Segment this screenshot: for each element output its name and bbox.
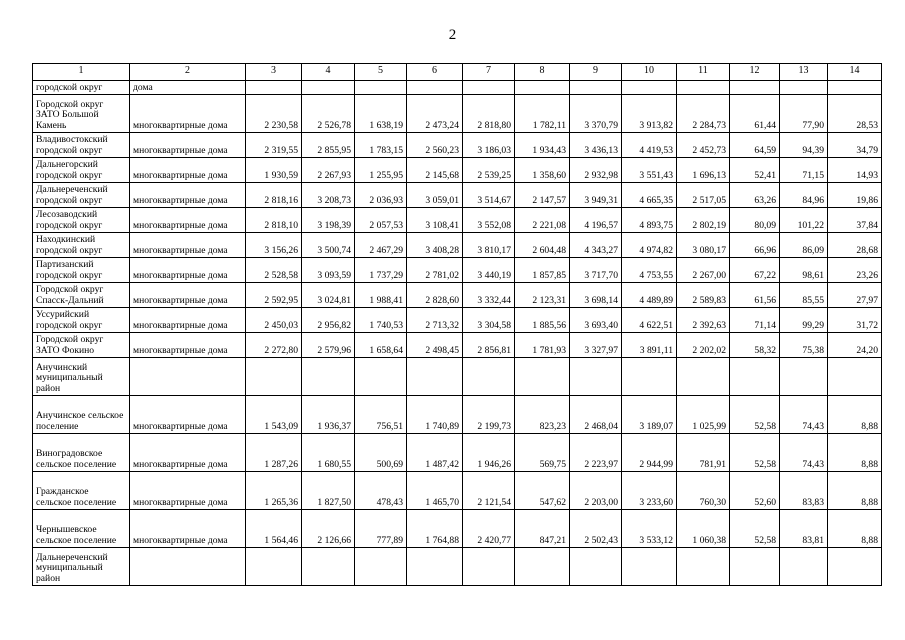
value-cell-col-7: 2 539,25 (463, 158, 515, 183)
value-cell-col-6: 1 465,70 (407, 472, 463, 510)
value-cell-col-5: 777,89 (355, 510, 407, 548)
value-cell-col-9: 2 468,04 (570, 396, 622, 434)
value-cell-col-6: 2 713,32 (407, 308, 463, 333)
value-cell-col-3: 1 265,36 (246, 472, 302, 510)
value-cell-col-12: 64,59 (730, 133, 780, 158)
value-cell-col-3: 3 156,26 (246, 233, 302, 258)
municipality-name: Владивостокский городской округ (33, 133, 130, 158)
housing-type: многоквартирные дома (130, 133, 246, 158)
value-cell-col-5: 1 255,95 (355, 158, 407, 183)
value-cell-col-12: 58,32 (730, 333, 780, 358)
value-cell-col-8 (515, 81, 570, 95)
value-cell-col-14 (828, 358, 882, 396)
value-cell-col-14 (828, 81, 882, 95)
table-row (33, 396, 882, 434)
value-cell-col-6: 2 560,23 (407, 133, 463, 158)
column-number-11: 11 (677, 64, 730, 81)
municipality-name: Анучинское сельское поселение (33, 396, 130, 434)
value-cell-col-11 (677, 358, 730, 396)
value-cell-col-14: 14,93 (828, 158, 882, 183)
value-cell-col-5: 1 658,64 (355, 333, 407, 358)
value-cell-col-3 (246, 548, 302, 586)
value-cell-col-10: 3 551,43 (622, 158, 677, 183)
value-cell-col-3: 2 319,55 (246, 133, 302, 158)
value-cell-col-8: 1 885,56 (515, 308, 570, 333)
value-cell-col-9: 2 223,97 (570, 434, 622, 472)
value-cell-col-6 (407, 548, 463, 586)
value-cell-col-8: 1 358,60 (515, 158, 570, 183)
value-cell-col-4: 1 680,55 (302, 434, 355, 472)
value-cell-col-7: 3 186,03 (463, 133, 515, 158)
value-cell-col-10: 4 622,51 (622, 308, 677, 333)
value-cell-col-9: 3 949,31 (570, 183, 622, 208)
value-cell-col-4: 2 267,93 (302, 158, 355, 183)
table-row (33, 95, 882, 133)
table-row (33, 308, 882, 333)
municipality-name: Уссурийский городской округ (33, 308, 130, 333)
value-cell-col-6: 2 828,60 (407, 283, 463, 308)
value-cell-col-12: 80,09 (730, 208, 780, 233)
value-cell-col-4: 3 024,81 (302, 283, 355, 308)
value-cell-col-5: 1 740,53 (355, 308, 407, 333)
value-cell-col-6: 2 145,68 (407, 158, 463, 183)
value-cell-col-10: 3 913,82 (622, 95, 677, 133)
value-cell-col-11: 2 267,00 (677, 258, 730, 283)
value-cell-col-11: 2 284,73 (677, 95, 730, 133)
housing-type (130, 548, 246, 586)
value-cell-col-10: 3 533,12 (622, 510, 677, 548)
value-cell-col-9: 2 203,00 (570, 472, 622, 510)
value-cell-col-10 (622, 81, 677, 95)
value-cell-col-5: 1 737,29 (355, 258, 407, 283)
value-cell-col-6: 1 764,88 (407, 510, 463, 548)
value-cell-col-8: 1 934,43 (515, 133, 570, 158)
value-cell-col-14: 37,84 (828, 208, 882, 233)
table-row (33, 283, 882, 308)
value-cell-col-5: 1 783,15 (355, 133, 407, 158)
municipality-name: Дальнереченский муниципальный район (33, 548, 130, 586)
value-cell-col-4: 2 126,66 (302, 510, 355, 548)
table-row (33, 358, 882, 396)
value-cell-col-7 (463, 548, 515, 586)
value-cell-col-3: 2 230,58 (246, 95, 302, 133)
value-cell-col-6: 3 408,28 (407, 233, 463, 258)
value-cell-col-13: 74,43 (780, 396, 828, 434)
value-cell-col-10: 4 665,35 (622, 183, 677, 208)
value-cell-col-12: 61,44 (730, 95, 780, 133)
value-cell-col-14: 24,20 (828, 333, 882, 358)
value-cell-col-5 (355, 81, 407, 95)
value-cell-col-9: 3 693,40 (570, 308, 622, 333)
value-cell-col-12: 71,14 (730, 308, 780, 333)
value-cell-col-6: 2 781,02 (407, 258, 463, 283)
value-cell-col-13: 74,43 (780, 434, 828, 472)
municipality-name: Чернышевское сельское поселение (33, 510, 130, 548)
value-cell-col-7: 2 199,73 (463, 396, 515, 434)
value-cell-col-6: 2 498,45 (407, 333, 463, 358)
value-cell-col-13 (780, 358, 828, 396)
value-cell-col-3 (246, 81, 302, 95)
column-number-1: 1 (33, 64, 130, 81)
value-cell-col-13: 83,81 (780, 510, 828, 548)
value-cell-col-4: 2 579,96 (302, 333, 355, 358)
housing-type: дома (130, 81, 246, 95)
value-cell-col-8: 2 147,57 (515, 183, 570, 208)
value-cell-col-9 (570, 548, 622, 586)
value-cell-col-14: 23,26 (828, 258, 882, 283)
value-cell-col-12: 52,58 (730, 434, 780, 472)
housing-type (130, 358, 246, 396)
value-cell-col-12: 63,26 (730, 183, 780, 208)
table-row (33, 158, 882, 183)
value-cell-col-9: 2 932,98 (570, 158, 622, 183)
value-cell-col-7: 2 420,77 (463, 510, 515, 548)
value-cell-col-11: 1 025,99 (677, 396, 730, 434)
value-cell-col-14: 31,72 (828, 308, 882, 333)
value-cell-col-9: 4 343,27 (570, 233, 622, 258)
value-cell-col-10: 4 974,82 (622, 233, 677, 258)
value-cell-col-6 (407, 358, 463, 396)
value-cell-col-6: 1 740,89 (407, 396, 463, 434)
municipality-name: Дальнегорский городской округ (33, 158, 130, 183)
value-cell-col-5: 500,69 (355, 434, 407, 472)
value-cell-col-8: 1 781,93 (515, 333, 570, 358)
value-cell-col-5: 2 467,29 (355, 233, 407, 258)
value-cell-col-12: 52,58 (730, 396, 780, 434)
column-number-2: 2 (130, 64, 246, 81)
value-cell-col-10: 4 419,53 (622, 133, 677, 158)
value-cell-col-7: 2 121,54 (463, 472, 515, 510)
value-cell-col-12: 52,58 (730, 510, 780, 548)
value-cell-col-12 (730, 548, 780, 586)
housing-type: многоквартирные дома (130, 434, 246, 472)
value-cell-col-8: 547,62 (515, 472, 570, 510)
table-row (33, 81, 882, 95)
housing-type: многоквартирные дома (130, 308, 246, 333)
value-cell-col-4: 3 500,74 (302, 233, 355, 258)
value-cell-col-11: 781,91 (677, 434, 730, 472)
value-cell-col-8: 2 221,08 (515, 208, 570, 233)
value-cell-col-10: 4 893,75 (622, 208, 677, 233)
housing-type: многоквартирные дома (130, 510, 246, 548)
value-cell-col-3: 2 818,10 (246, 208, 302, 233)
value-cell-col-13: 101,22 (780, 208, 828, 233)
value-cell-col-13: 98,61 (780, 258, 828, 283)
value-cell-col-6: 1 487,42 (407, 434, 463, 472)
value-cell-col-7: 3 810,17 (463, 233, 515, 258)
table-row (33, 183, 882, 208)
value-cell-col-5: 2 057,53 (355, 208, 407, 233)
value-cell-col-7: 3 514,67 (463, 183, 515, 208)
value-cell-col-14: 34,79 (828, 133, 882, 158)
value-cell-col-9: 3 436,13 (570, 133, 622, 158)
value-cell-col-6: 3 059,01 (407, 183, 463, 208)
value-cell-col-3: 1 930,59 (246, 158, 302, 183)
housing-type: многоквартирные дома (130, 95, 246, 133)
column-number-4: 4 (302, 64, 355, 81)
column-number-3: 3 (246, 64, 302, 81)
municipality-name: Городской округ Спасск-Дальний (33, 283, 130, 308)
value-cell-col-4: 1 936,37 (302, 396, 355, 434)
column-number-10: 10 (622, 64, 677, 81)
table-row (33, 208, 882, 233)
value-cell-col-12: 52,41 (730, 158, 780, 183)
value-cell-col-14: 28,53 (828, 95, 882, 133)
housing-type: многоквартирные дома (130, 333, 246, 358)
column-number-12: 12 (730, 64, 780, 81)
value-cell-col-12: 66,96 (730, 233, 780, 258)
value-cell-col-3: 2 272,80 (246, 333, 302, 358)
value-cell-col-6: 2 473,24 (407, 95, 463, 133)
value-cell-col-3: 2 528,58 (246, 258, 302, 283)
value-cell-col-10: 3 891,11 (622, 333, 677, 358)
value-cell-col-4: 3 198,39 (302, 208, 355, 233)
value-cell-col-7: 1 946,26 (463, 434, 515, 472)
column-number-6: 6 (407, 64, 463, 81)
value-cell-col-11: 2 802,19 (677, 208, 730, 233)
table-header-row (33, 64, 882, 81)
value-cell-col-3: 2 818,16 (246, 183, 302, 208)
housing-type: многоквартирные дома (130, 158, 246, 183)
column-number-5: 5 (355, 64, 407, 81)
value-cell-col-7: 2 818,80 (463, 95, 515, 133)
municipality-name: Анучинский муниципальный район (33, 358, 130, 396)
value-cell-col-6: 3 108,41 (407, 208, 463, 233)
value-cell-col-9: 4 196,57 (570, 208, 622, 233)
value-cell-col-8 (515, 358, 570, 396)
value-cell-col-13: 99,29 (780, 308, 828, 333)
value-cell-col-5: 478,43 (355, 472, 407, 510)
value-cell-col-7: 2 856,81 (463, 333, 515, 358)
municipality-name: Находкинский городской округ (33, 233, 130, 258)
value-cell-col-4: 2 956,82 (302, 308, 355, 333)
table-row (33, 434, 882, 472)
value-cell-col-12: 61,56 (730, 283, 780, 308)
municipality-name: Виноградовское сельское поселение (33, 434, 130, 472)
value-cell-col-5 (355, 358, 407, 396)
tariff-table (32, 63, 882, 586)
value-cell-col-4: 3 208,73 (302, 183, 355, 208)
value-cell-col-12: 52,60 (730, 472, 780, 510)
table-row (33, 258, 882, 283)
column-number-13: 13 (780, 64, 828, 81)
housing-type: многоквартирные дома (130, 472, 246, 510)
value-cell-col-13: 77,90 (780, 95, 828, 133)
value-cell-col-4: 3 093,59 (302, 258, 355, 283)
page-number: 2 (448, 27, 457, 43)
value-cell-col-11: 2 589,83 (677, 283, 730, 308)
value-cell-col-8: 823,23 (515, 396, 570, 434)
municipality-name: Гражданское сельское поселение (33, 472, 130, 510)
municipality-name: Городской округ ЗАТО Большой Камень (33, 95, 130, 133)
value-cell-col-11: 2 452,73 (677, 133, 730, 158)
municipality-name: Партизанский городской округ (33, 258, 130, 283)
value-cell-col-4: 2 855,95 (302, 133, 355, 158)
column-number-8: 8 (515, 64, 570, 81)
value-cell-col-3: 1 287,26 (246, 434, 302, 472)
column-number-9: 9 (570, 64, 622, 81)
value-cell-col-10: 4 489,89 (622, 283, 677, 308)
value-cell-col-13: 85,55 (780, 283, 828, 308)
value-cell-col-11: 2 202,02 (677, 333, 730, 358)
value-cell-col-13 (780, 548, 828, 586)
value-cell-col-4: 1 827,50 (302, 472, 355, 510)
value-cell-col-13: 83,83 (780, 472, 828, 510)
value-cell-col-9 (570, 81, 622, 95)
value-cell-col-9: 3 698,14 (570, 283, 622, 308)
table-row (33, 548, 882, 586)
value-cell-col-7 (463, 81, 515, 95)
value-cell-col-14: 8,88 (828, 472, 882, 510)
value-cell-col-11: 1 060,38 (677, 510, 730, 548)
value-cell-col-10: 4 753,55 (622, 258, 677, 283)
value-cell-col-3 (246, 358, 302, 396)
value-cell-col-14: 27,97 (828, 283, 882, 308)
value-cell-col-12 (730, 358, 780, 396)
value-cell-col-13 (780, 81, 828, 95)
value-cell-col-9: 3 370,79 (570, 95, 622, 133)
value-cell-col-14: 8,88 (828, 434, 882, 472)
value-cell-col-6 (407, 81, 463, 95)
value-cell-col-11: 3 080,17 (677, 233, 730, 258)
value-cell-col-14: 8,88 (828, 396, 882, 434)
value-cell-col-13: 75,38 (780, 333, 828, 358)
value-cell-col-10 (622, 358, 677, 396)
housing-type: многоквартирные дома (130, 283, 246, 308)
value-cell-col-10: 3 189,07 (622, 396, 677, 434)
value-cell-col-7: 3 332,44 (463, 283, 515, 308)
value-cell-col-8: 2 604,48 (515, 233, 570, 258)
housing-type: многоквартирные дома (130, 208, 246, 233)
value-cell-col-7: 3 552,08 (463, 208, 515, 233)
table-row (33, 333, 882, 358)
value-cell-col-9 (570, 358, 622, 396)
value-cell-col-4 (302, 358, 355, 396)
value-cell-col-3: 1 564,46 (246, 510, 302, 548)
value-cell-col-11: 760,30 (677, 472, 730, 510)
value-cell-col-4 (302, 548, 355, 586)
value-cell-col-8: 1 782,11 (515, 95, 570, 133)
value-cell-col-5: 1 988,41 (355, 283, 407, 308)
value-cell-col-11 (677, 81, 730, 95)
value-cell-col-7: 3 304,58 (463, 308, 515, 333)
table-row (33, 233, 882, 258)
value-cell-col-14 (828, 548, 882, 586)
value-cell-col-13: 84,96 (780, 183, 828, 208)
value-cell-col-12 (730, 81, 780, 95)
value-cell-col-10 (622, 548, 677, 586)
municipality-name: Дальнереченский городской округ (33, 183, 130, 208)
table-row (33, 472, 882, 510)
value-cell-col-4 (302, 81, 355, 95)
housing-type: многоквартирные дома (130, 233, 246, 258)
value-cell-col-8 (515, 548, 570, 586)
value-cell-col-14: 8,88 (828, 510, 882, 548)
value-cell-col-13: 86,09 (780, 233, 828, 258)
value-cell-col-8: 1 857,85 (515, 258, 570, 283)
value-cell-col-5 (355, 548, 407, 586)
value-cell-col-5: 2 036,93 (355, 183, 407, 208)
value-cell-col-11: 2 392,63 (677, 308, 730, 333)
value-cell-col-3: 2 592,95 (246, 283, 302, 308)
municipality-name: Городской округ ЗАТО Фокино (33, 333, 130, 358)
value-cell-col-11: 2 517,05 (677, 183, 730, 208)
housing-type: многоквартирные дома (130, 183, 246, 208)
value-cell-col-9: 2 502,43 (570, 510, 622, 548)
value-cell-col-9: 3 327,97 (570, 333, 622, 358)
value-cell-col-8: 2 123,31 (515, 283, 570, 308)
value-cell-col-13: 71,15 (780, 158, 828, 183)
value-cell-col-5: 1 638,19 (355, 95, 407, 133)
value-cell-col-8: 569,75 (515, 434, 570, 472)
value-cell-col-10: 3 233,60 (622, 472, 677, 510)
value-cell-col-7 (463, 358, 515, 396)
housing-type: многоквартирные дома (130, 258, 246, 283)
value-cell-col-11 (677, 548, 730, 586)
table-row (33, 133, 882, 158)
value-cell-col-13: 94,39 (780, 133, 828, 158)
column-number-7: 7 (463, 64, 515, 81)
value-cell-col-7: 3 440,19 (463, 258, 515, 283)
value-cell-col-3: 2 450,03 (246, 308, 302, 333)
municipality-name: Лесозаводский городской округ (33, 208, 130, 233)
table-row (33, 510, 882, 548)
value-cell-col-9: 3 717,70 (570, 258, 622, 283)
value-cell-col-14: 28,68 (828, 233, 882, 258)
value-cell-col-3: 1 543,09 (246, 396, 302, 434)
value-cell-col-11: 1 696,13 (677, 158, 730, 183)
municipality-name: городской округ (33, 81, 130, 95)
value-cell-col-10: 2 944,99 (622, 434, 677, 472)
value-cell-col-14: 19,86 (828, 183, 882, 208)
housing-type: многоквартирные дома (130, 396, 246, 434)
column-number-14: 14 (828, 64, 882, 81)
value-cell-col-8: 847,21 (515, 510, 570, 548)
value-cell-col-5: 756,51 (355, 396, 407, 434)
value-cell-col-12: 67,22 (730, 258, 780, 283)
value-cell-col-4: 2 526,78 (302, 95, 355, 133)
